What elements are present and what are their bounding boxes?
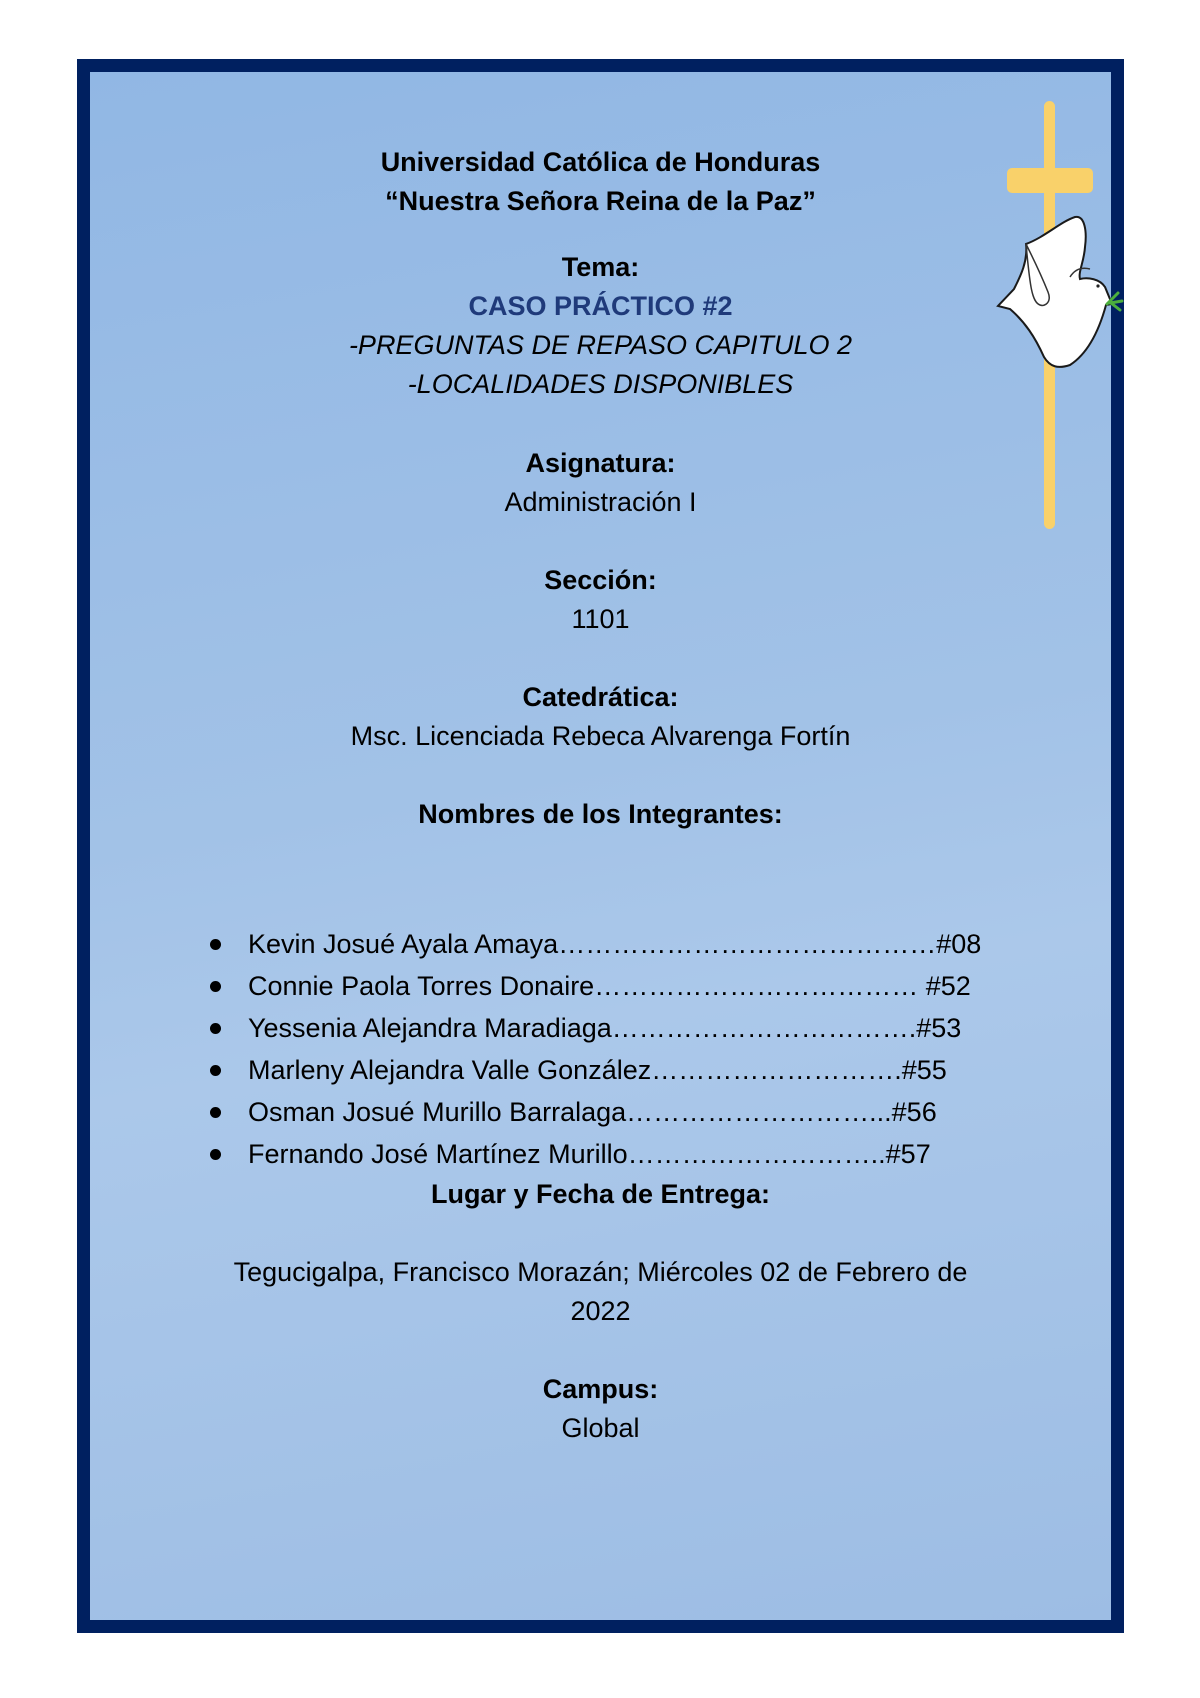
list-item: Marleny Alejandra Valle González……………………….#55 [210, 1053, 1010, 1095]
bullet-icon [210, 1107, 221, 1118]
seccion-value: 1101 [571, 604, 630, 634]
tema-line-1: -PREGUNTAS DE REPASO CAPITULO 2 [348, 330, 853, 360]
catedratica-value: Msc. Licenciada Rebeca Alvarenga Fortín [350, 721, 851, 751]
integrantes-list [210, 927, 1010, 1179]
tema-title: CASO PRÁCTICO #2 [468, 291, 733, 321]
entrega-label: Lugar y Fecha de Entrega: [430, 1179, 771, 1209]
tema-line-2: -LOCALIDADES DISPONIBLES [407, 369, 794, 399]
entrega-line-2: 2022 [570, 1296, 631, 1326]
university-motto: “Nuestra Señora Reina de la Paz” [385, 186, 816, 216]
tema-label: Tema: [561, 252, 640, 282]
university-name: Universidad Católica de Honduras [380, 147, 821, 177]
bullet-icon [210, 1023, 221, 1034]
campus-label: Campus: [542, 1374, 659, 1404]
asignatura-label: Asignatura: [525, 448, 676, 478]
seccion-label: Sección: [544, 565, 657, 595]
asignatura-value: Administración I [504, 487, 697, 517]
catedratica-label: Catedrática: [522, 682, 679, 712]
list-item: Osman Josué Murillo Barralaga………………………...#56 [210, 1095, 1010, 1137]
bullet-icon [210, 981, 221, 992]
entrega-line-1: Tegucigalpa, Francisco Morazán; Miércoles 02 de Febrero de [233, 1257, 968, 1287]
list-item: Fernando José Martínez Murillo………………………..#57 [210, 1137, 1010, 1179]
bullet-icon [210, 1065, 221, 1076]
list-item: Yessenia Alejandra Maradiaga…………………………….#53 [210, 1011, 1010, 1053]
list-item: Kevin Josué Ayala Amaya……………………………………#08 [210, 927, 1010, 969]
cross-dove-icon [990, 97, 1130, 537]
integrantes-label: Nombres de los Integrantes: [418, 799, 783, 829]
bullet-icon [210, 939, 221, 950]
cover-frame [77, 59, 1124, 1633]
list-item: Connie Paola Torres Donaire……………………………… #52 [210, 969, 1010, 1011]
bullet-icon [210, 1149, 221, 1160]
campus-value: Global [561, 1413, 640, 1443]
